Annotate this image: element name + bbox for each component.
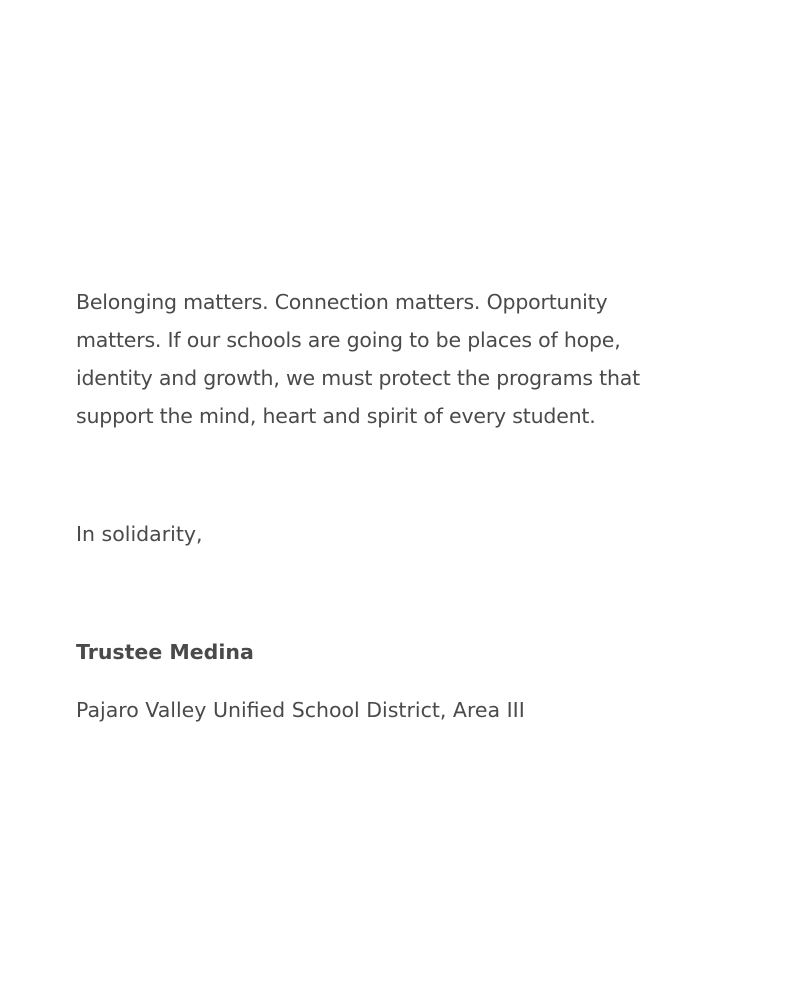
letter-paragraph: Belonging matters. Connection matters. Opportunity matters. If our schools are going to be places of hope, identity and growth, we must protect the programs that support the mind, heart and spirit of every student. xyxy=(76,290,640,428)
letter-closing: In solidarity, xyxy=(76,522,203,546)
signature-name: Trustee Medina xyxy=(76,640,254,664)
signature-title: Pajaro Valley Unified School District, Area III xyxy=(76,698,525,722)
letter-body xyxy=(76,283,696,729)
